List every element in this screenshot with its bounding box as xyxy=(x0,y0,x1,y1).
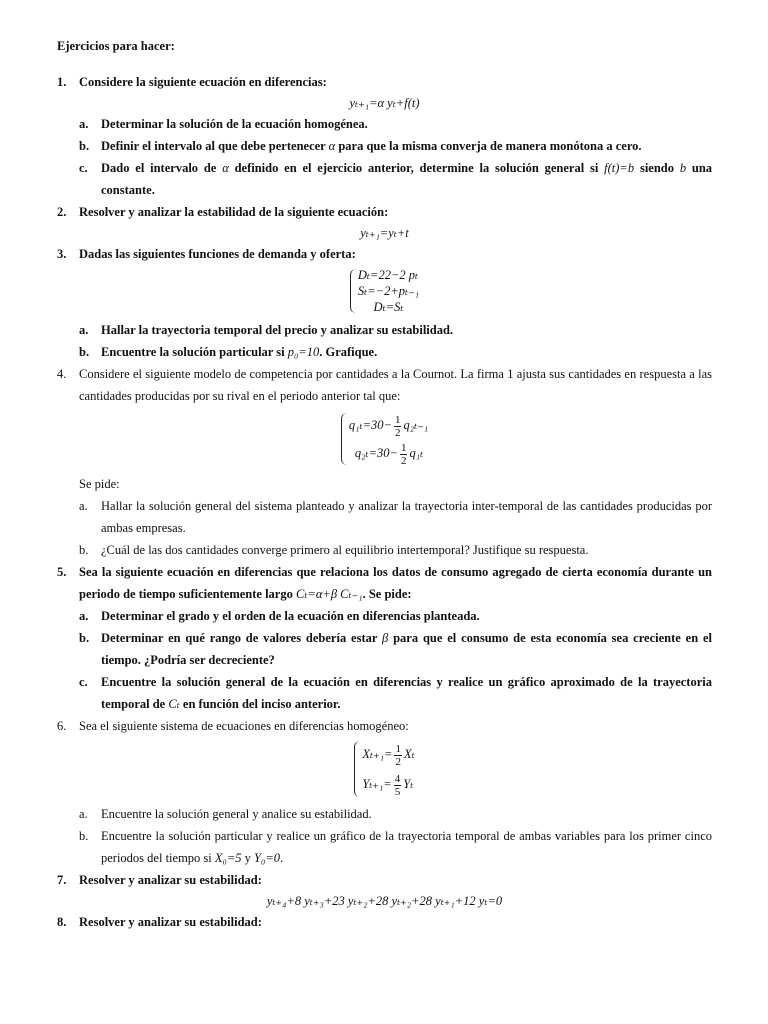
se-pide-label: Se pide: xyxy=(79,477,120,491)
sub-item-3b: b. Encuentre la solución particular si p₀=10. Grafique. xyxy=(79,345,378,359)
equation: yₜ₊₁=α yₜ+f(t) xyxy=(349,96,420,110)
exercise-7: 7. Resolver y analizar su estabilidad: xyxy=(57,873,262,887)
sub-item-4b: b. ¿Cuál de las dos cantidades converge primero al equilibrio intertemporal? Justifique su respuesta. xyxy=(79,543,589,557)
equation-system: Xₜ₊₁= $\frac{1}{2}$ Xₜ Yₜ₊₁= $\frac{4}{5}$ Yₜ xyxy=(354,739,414,799)
exercise-1 xyxy=(57,71,712,93)
sub-item-5a: a. Determinar el grado y el orden de la ecuación en diferencias planteada. xyxy=(79,609,480,623)
fraction: $\frac{1}{2}$ xyxy=(400,441,407,467)
fraction: $\frac{4}{5}$ xyxy=(394,772,401,798)
sub-item-6b: b. Encuentre la solución particular y realice un gráfico de la trayectoria temporal de ambas variables para los primer cinco periodos del tiempo si X₀=5 y Y₀=0. xyxy=(79,829,712,865)
sub-item-1b: b. Definir el intervalo al que debe pertenecer α para que la misma converja de manera monótona a cero. xyxy=(79,139,642,153)
sub-item-5b: b. Determinar en qué rango de valores debería estar β para que el consumo de esta economía sea creciente en el tiempo. ¿Podría ser decreciente? xyxy=(79,631,713,667)
sub-item-5c: c. Encuentre la solución general de la ecuación en diferencias y realice un gráfico aproximado de la trayectoria temporal de Cₜ en función del inciso anterior. xyxy=(79,675,712,711)
exercise-3: 3. Dadas las siguientes funciones de demanda y oferta: xyxy=(57,247,356,261)
sub-item-6a: a. Encuentre la solución general y analice su estabilidad. xyxy=(79,807,372,821)
exercise-8: 8. Resolver y analizar su estabilidad: xyxy=(57,915,262,929)
exercise-2: 2. Resolver y analizar la estabilidad de la siguiente ecuación: xyxy=(57,205,389,219)
exercise-text: Considere la siguiente ecuación en diferencias: xyxy=(79,75,327,89)
sub-item-1a: a. Determinar la solución de la ecuación homogénea. xyxy=(79,117,368,131)
fraction: $\frac{1}{2}$ xyxy=(394,413,401,439)
equation: yₜ₊₁=yₜ+t xyxy=(360,226,409,240)
exercise-5: 5. Sea la siguiente ecuación en diferencias que relaciona los datos de consumo agregado de cierta economía durante un periodo de tiempo suficientemente largo Cₜ=α+β Cₜ₋₁. Se pide: xyxy=(57,565,712,601)
equation-system: q₁ₜ=30− $\frac{1}{2}$ q₂ₜ₋₁ q₂ₜ=30− $\frac{1}{2}$ q₁ₜ xyxy=(341,411,428,467)
page-title: Ejercicios para hacer: xyxy=(57,39,175,53)
equation-system: Dₜ=22−2 pₜ Sₜ=−2+pₜ₋₁ Dₜ=Sₜ xyxy=(350,267,419,315)
document-page xyxy=(57,33,712,933)
sub-item-1c: c. Dado el intervalo de α definido en el ejercicio anterior, determine la solución general si f(t)=b siendo b una constante. xyxy=(79,161,713,197)
sub-item-4a: a. Hallar la solución general del sistema planteado y analizar la trayectoria inter-temporal de las cantidades producidas por ambas empresas. xyxy=(79,499,712,535)
fraction: $\frac{1}{2}$ xyxy=(395,742,401,768)
equation: yₜ₊₄+8 yₜ₊₃+23 yₜ₊₂+28 yₜ₊₂+28 yₜ₊₁+12 yₜ=0 xyxy=(266,894,503,908)
sub-item-3a: a. Hallar la trayectoria temporal del precio y analizar su estabilidad. xyxy=(79,323,454,337)
exercise-4: 4. Considere el siguiente modelo de competencia por cantidades a la Cournot. La firma 1 ajusta sus cantidades en respuesta a las cantidades producidas por su rival en el periodo anterior tal que: xyxy=(57,367,712,403)
exercise-number: 1. xyxy=(57,75,67,89)
exercise-6: 6. Sea el siguiente sistema de ecuaciones en diferencias homogéneo: xyxy=(57,719,409,733)
